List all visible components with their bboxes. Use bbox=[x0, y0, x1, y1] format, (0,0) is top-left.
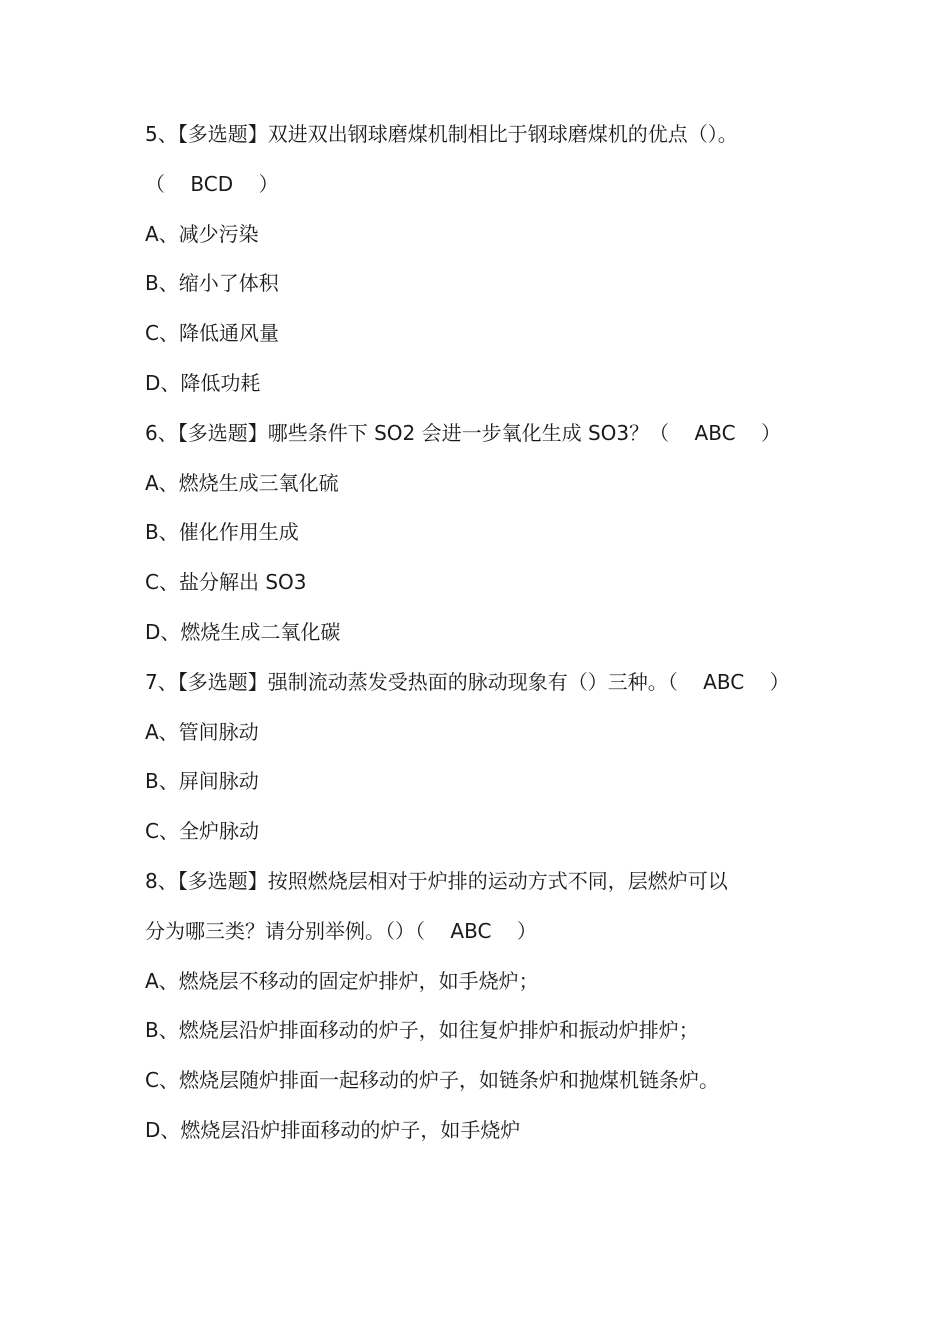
question-5-option-a: A、减少污染 bbox=[145, 221, 259, 246]
question-8-option-d: D、燃烧层沿炉排面移动的炉子，如手烧炉 bbox=[145, 1117, 521, 1142]
question-7-option-b: B、屏间脉动 bbox=[145, 769, 259, 794]
question-7-text: 7、【多选题】强制流动蒸发受热面的脉动现象有（）三种。（ ABC ） bbox=[145, 669, 790, 694]
question-8-option-b: B、燃烧层沿炉排面移动的炉子，如往复炉排炉和振动炉排炉； bbox=[145, 1018, 699, 1043]
question-6-text: 6、【多选题】哪些条件下 SO2 会进一步氧化生成 SO3？（ ABC ） bbox=[145, 420, 781, 445]
question-5-text: 5、【多选题】双进双出钢球磨煤机制相比于钢球磨煤机的优点（）。 bbox=[145, 122, 738, 146]
question-7-option-a: A、管间脉动 bbox=[145, 719, 259, 744]
question-5-option-d: D、降低功耗 bbox=[145, 370, 261, 395]
question-6-option-c: C、盐分解出 SO3 bbox=[145, 570, 307, 595]
question-8-text-cont: 分为哪三类？请分别举例。（）（ ABC ） bbox=[145, 918, 537, 943]
question-6-option-d: D、燃烧生成二氧化碳 bbox=[145, 619, 341, 644]
question-5-option-c: C、降低通风量 bbox=[145, 321, 279, 346]
question-8-text: 8、【多选题】按照燃烧层相对于炉排的运动方式不同，层燃炉可以 bbox=[145, 868, 728, 893]
question-5-option-b: B、缩小了体积 bbox=[145, 271, 279, 296]
question-8-option-a: A、燃烧层不移动的固定炉排炉，如手烧炉； bbox=[145, 968, 539, 993]
question-list bbox=[145, 110, 825, 1156]
question-6-option-b: B、催化作用生成 bbox=[145, 520, 299, 545]
question-8-option-c: C、燃烧层随炉排面一起移动的炉子，如链条炉和抛煤机链条炉。 bbox=[145, 1068, 719, 1093]
question-5-answer: （ BCD ） bbox=[145, 171, 279, 196]
question-7-option-c: C、全炉脉动 bbox=[145, 819, 259, 844]
question-6-option-a: A、燃烧生成三氧化硫 bbox=[145, 470, 339, 495]
